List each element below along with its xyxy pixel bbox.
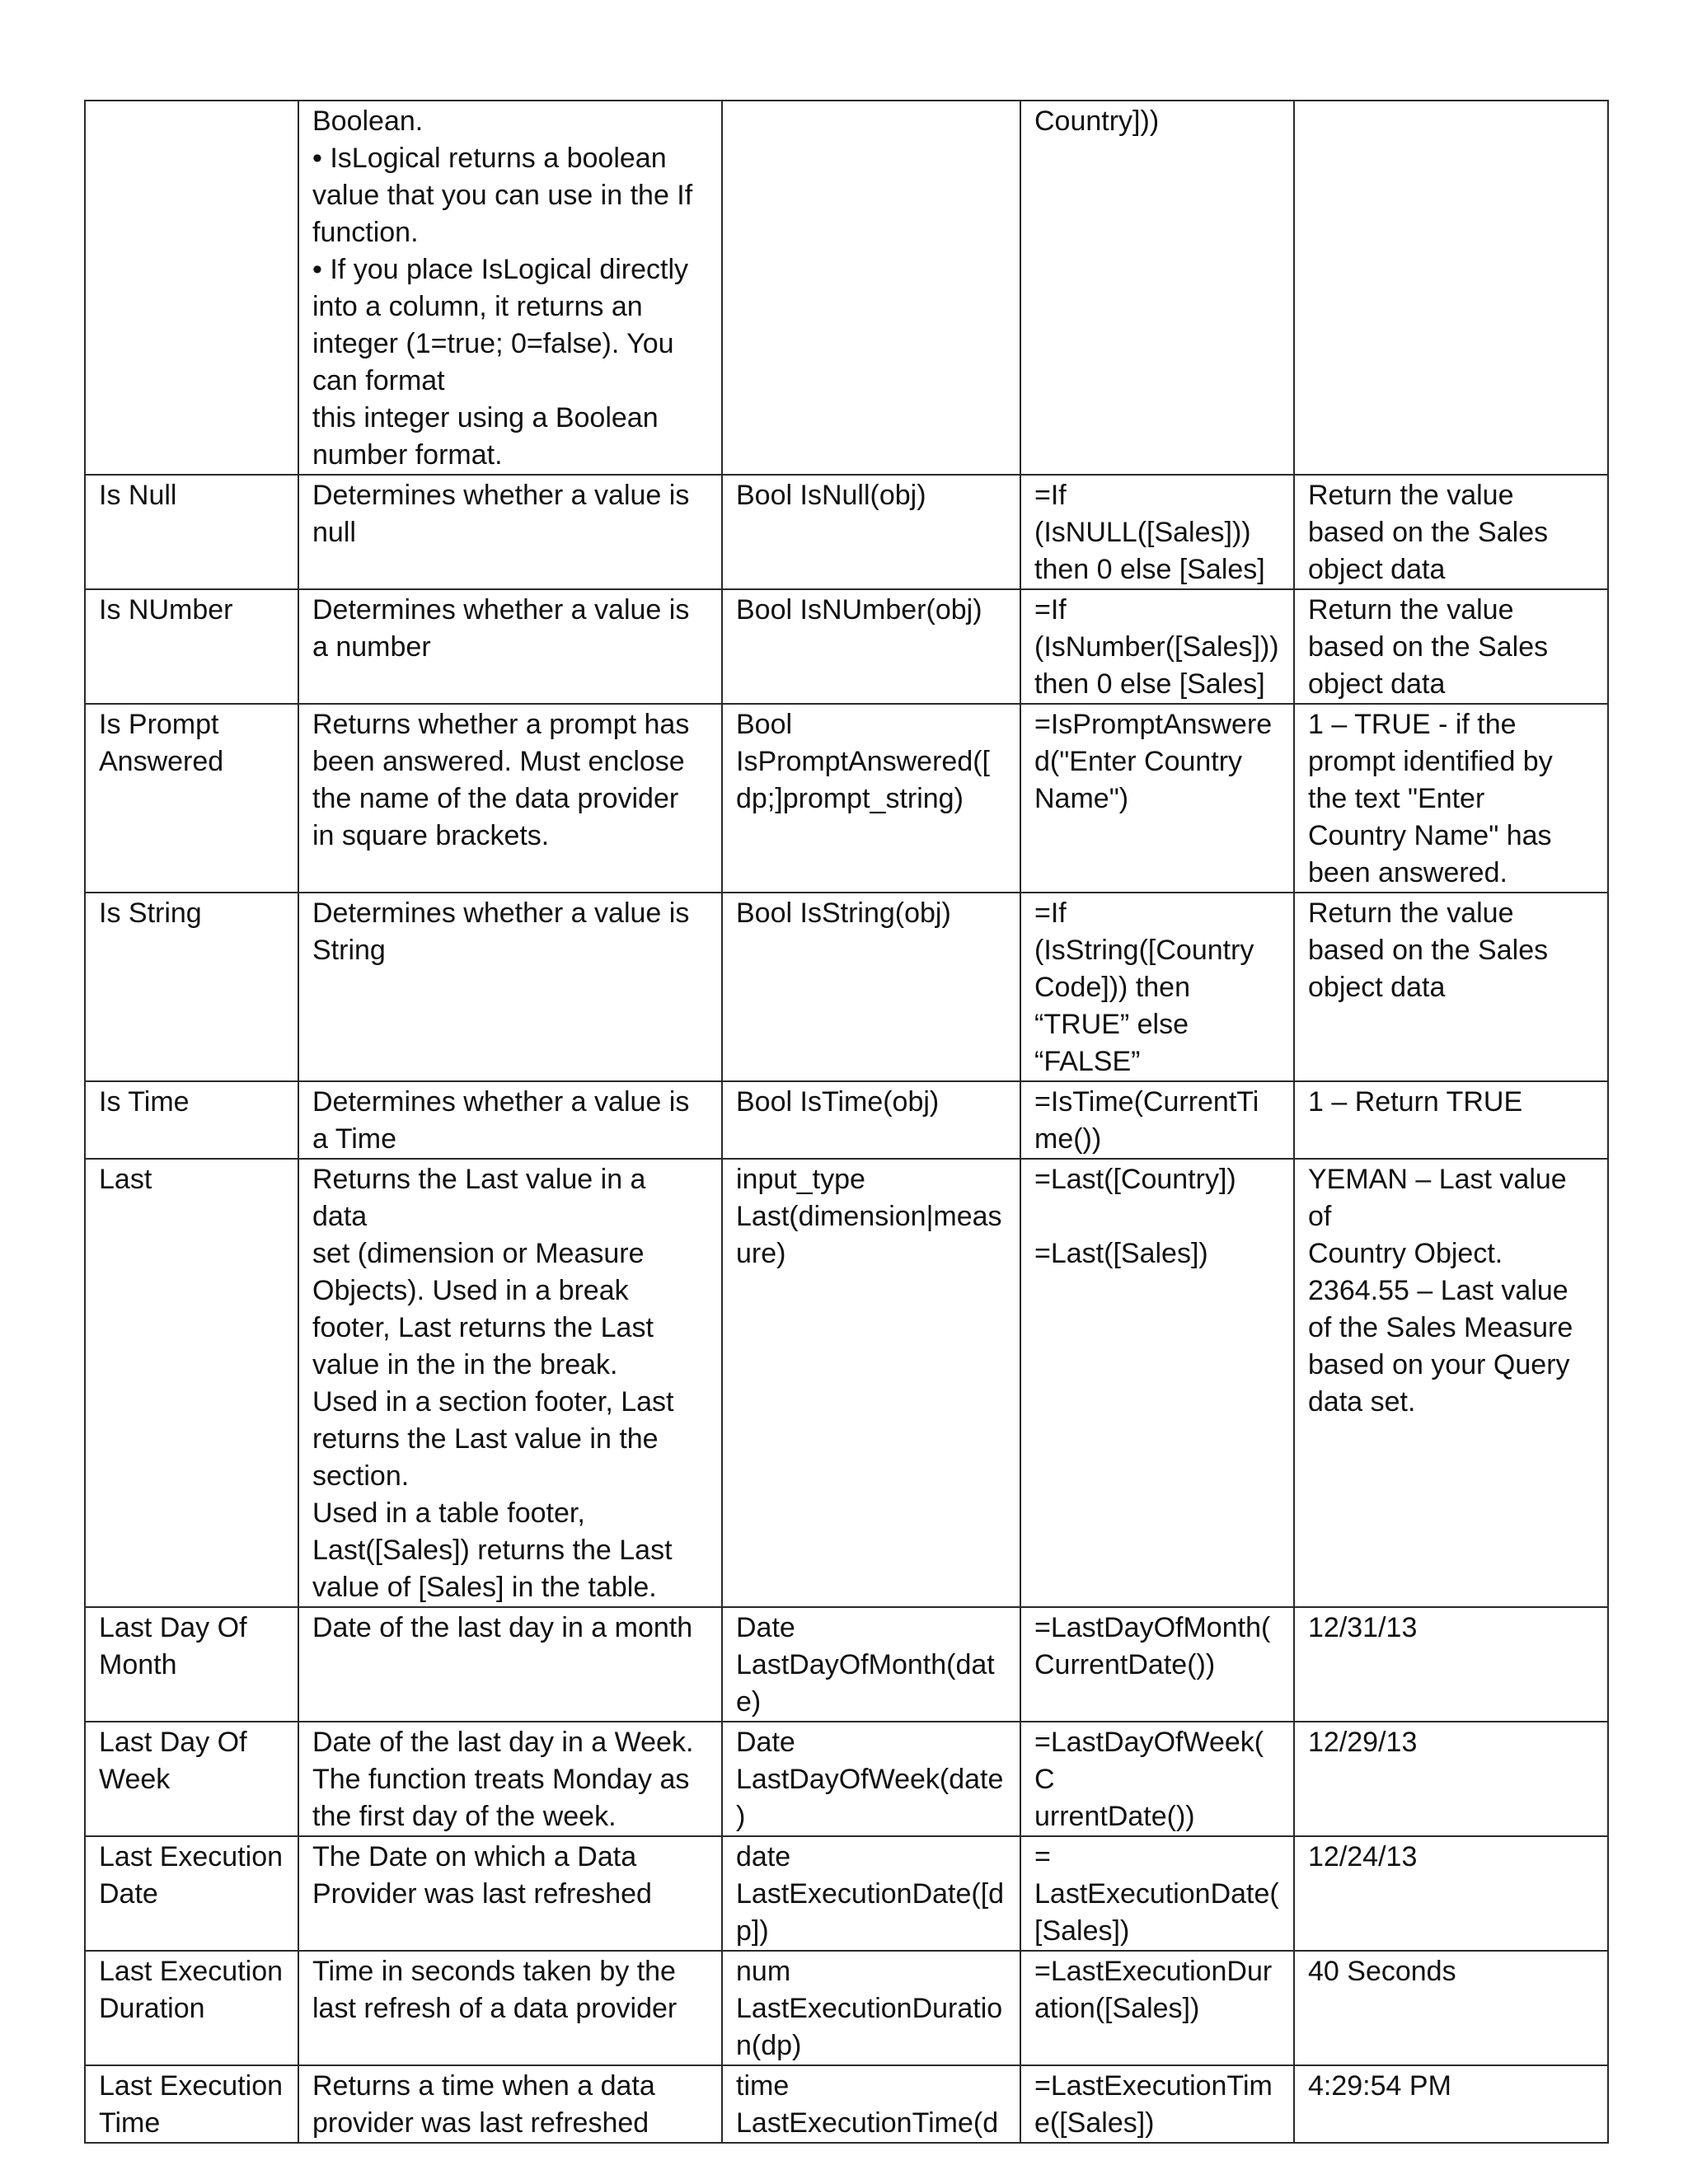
function-reference-table [84,100,1609,2144]
example-cell: =If (IsString([Country Code])) then “TRUE” else “FALSE” [1020,893,1294,1081]
example-cell: = LastExecutionDate( [Sales]) [1020,1836,1294,1951]
description-cell: Returns a time when a data provider was last refreshed [298,2065,722,2143]
table-row [85,589,1608,704]
description-cell: Determines whether a value is a Time [298,1081,722,1159]
example-cell: =IsPromptAnswere d("Enter Country Name") [1020,704,1294,893]
example-cell: =Last([Country]) =Last([Sales]) [1020,1159,1294,1607]
output-cell: 12/29/13 [1294,1722,1608,1836]
description-cell: Determines whether a value is null [298,475,722,589]
description-cell: Determines whether a value is String [298,893,722,1081]
table-row [85,1081,1608,1159]
example-cell: Country])) [1020,101,1294,475]
syntax-cell: time LastExecutionTime(d [722,2065,1020,2143]
example-cell: =LastDayOfWeek(C urrentDate()) [1020,1722,1294,1836]
example-cell: =LastExecutionTim e([Sales]) [1020,2065,1294,2143]
table-row [85,475,1608,589]
syntax-cell: input_type Last(dimension|meas ure) [722,1159,1020,1607]
output-cell: Return the value based on the Sales object data [1294,893,1608,1081]
function-name-cell: Last Day Of Month [85,1607,298,1722]
example-cell: =LastDayOfMonth( CurrentDate()) [1020,1607,1294,1722]
syntax-cell: Date LastDayOfWeek(date ) [722,1722,1020,1836]
function-name-cell: Last Execution Time [85,2065,298,2143]
syntax-cell: date LastExecutionDate([d p]) [722,1836,1020,1951]
output-cell: 12/31/13 [1294,1607,1608,1722]
table-row [85,1836,1608,1951]
table-body [85,101,1608,2143]
example-cell: =IsTime(CurrentTi me()) [1020,1081,1294,1159]
description-cell: Returns the Last value in a data set (dimension or Measure Objects). Used in a break footer, Last returns the Last value in the in the break. Used in a section footer, Last returns the Last value in the section. Used in a table footer, Last([Sales]) returns the Last value of [Sales] in the table. [298,1159,722,1607]
syntax-cell: Date LastDayOfMonth(dat e) [722,1607,1020,1722]
table-row [85,1607,1608,1722]
table-row [85,704,1608,893]
example-cell: =If (IsNumber([Sales])) then 0 else [Sales] [1020,589,1294,704]
output-cell: 1 – TRUE - if the prompt identified by the text "Enter Country Name" has been answered. [1294,704,1608,893]
function-name-cell: Is Time [85,1081,298,1159]
table-row [85,101,1608,475]
output-cell: 1 – Return TRUE [1294,1081,1608,1159]
syntax-cell: Bool IsNUmber(obj) [722,589,1020,704]
description-cell: Returns whether a prompt has been answered. Must enclose the name of the data provider in square brackets. [298,704,722,893]
table-row [85,2065,1608,2143]
syntax-cell: Bool IsPromptAnswered([ dp;]prompt_string) [722,704,1020,893]
output-cell: Return the value based on the Sales object data [1294,475,1608,589]
function-name-cell [85,101,298,475]
syntax-cell: Bool IsTime(obj) [722,1081,1020,1159]
function-name-cell: Last Execution Duration [85,1951,298,2065]
syntax-cell: Bool IsString(obj) [722,893,1020,1081]
syntax-cell: Bool IsNull(obj) [722,475,1020,589]
table-row [85,893,1608,1081]
description-cell: Determines whether a value is a number [298,589,722,704]
description-cell: Time in seconds taken by the last refresh of a data provider [298,1951,722,2065]
description-cell: Date of the last day in a Week. The function treats Monday as the first day of the week. [298,1722,722,1836]
example-cell: =LastExecutionDur ation([Sales]) [1020,1951,1294,2065]
function-name-cell: Last Day Of Week [85,1722,298,1836]
example-cell: =If (IsNULL([Sales])) then 0 else [Sales] [1020,475,1294,589]
output-cell: 40 Seconds [1294,1951,1608,2065]
output-cell: Return the value based on the Sales object data [1294,589,1608,704]
description-cell: Date of the last day in a month [298,1607,722,1722]
function-name-cell: Last [85,1159,298,1607]
output-cell: YEMAN – Last value of Country Object. 2364.55 – Last value of the Sales Measure based on your Query data set. [1294,1159,1608,1607]
syntax-cell [722,101,1020,475]
table-row [85,1722,1608,1836]
function-name-cell: Last Execution Date [85,1836,298,1951]
function-name-cell: Is NUmber [85,589,298,704]
description-cell: Boolean. • IsLogical returns a boolean value that you can use in the If function. • If you place IsLogical directly into a column, it returns an integer (1=true; 0=false). You can format this integer using a Boolean number format. [298,101,722,475]
description-cell: The Date on which a Data Provider was last refreshed [298,1836,722,1951]
table-row [85,1159,1608,1607]
output-cell [1294,101,1608,475]
output-cell: 4:29:54 PM [1294,2065,1608,2143]
function-name-cell: Is String [85,893,298,1081]
syntax-cell: num LastExecutionDuratio n(dp) [722,1951,1020,2065]
output-cell: 12/24/13 [1294,1836,1608,1951]
function-name-cell: Is Prompt Answered [85,704,298,893]
function-name-cell: Is Null [85,475,298,589]
table-row [85,1951,1608,2065]
